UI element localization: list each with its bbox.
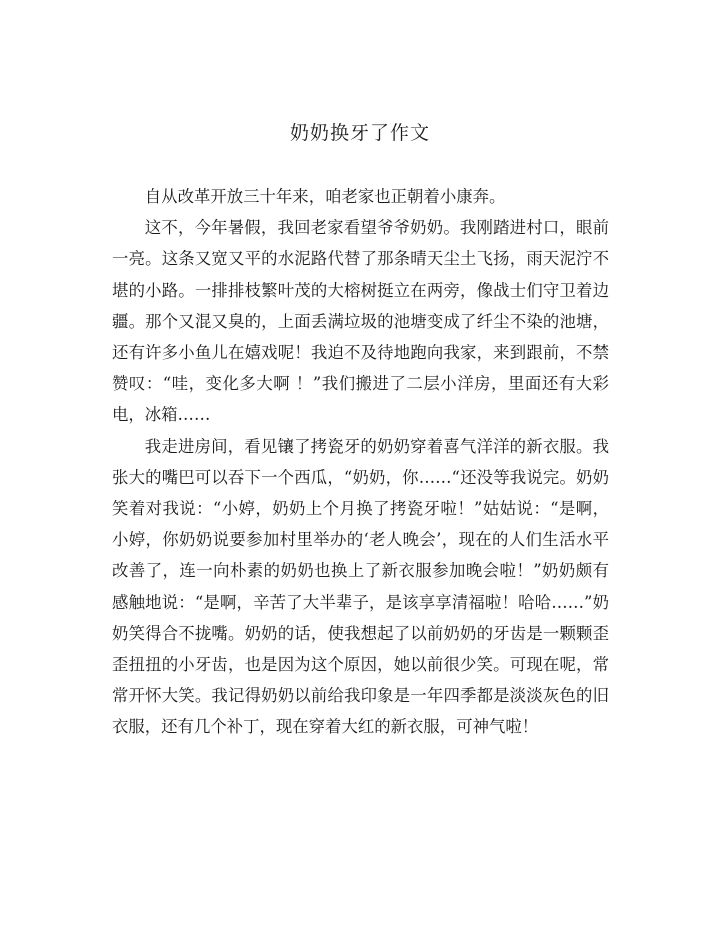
paragraph-intro: 自从改革开放三十年来，咱老家也正朝着小康奔。 <box>144 187 506 206</box>
document-body <box>112 181 609 743</box>
document-title: 奶奶换牙了作文 <box>289 122 430 144</box>
paragraph-village: 这不，今年暑假，我回老家看望爷爷奶奶。我刚踏进村口，眼前一亮。这条又宽又平的水泥路代替了那条晴天尘土飞扬，雨天泥泞不堪的小路。一排排枝繁叶茂的大榕树挺立在两旁，像战士们守卫着边疆。那个又混又臭的，上面丢满垃圾的池塘变成了纤尘不染的池塘，还有许多小鱼儿在嬉戏呢！我迫不及待地跑向我家，来到跟前，不禁赞叹：“哇，变化多大啊 ！”我们搬进了二层小洋房，里面还有大彩电，冰箱…… <box>112 218 609 425</box>
paragraph-grandma: 我走进房间，看见镶了拷瓷牙的奶奶穿着喜气洋洋的新衣服。我张大的嘴巴可以吞下一个西瓜，“奶奶，你……“还没等我说完。奶奶笑着对我说：“小婷，奶奶上个月换了拷瓷牙啦！”姑姑说：“是啊，小婷，你奶奶说要参加村里举办的‘老人晚会’，现在的人们生活水平改善了，连一向朴素的奶奶也换上了新衣服参加晚会啦！”奶奶颇有感触地说：“是啊，辛苦了大半辈子，是该享享清福啦！哈哈……”奶奶笑得合不拢嘴。奶奶的话，使我想起了以前奶奶的牙齿是一颗颗歪歪扭扭的小牙齿，也是因为这个原因，她以前很少笑。可现在呢，常常开怀大笑。我记得奶奶以前给我印象是一年四季都是淡淡灰色的旧衣服，还有几个补丁，现在穿着大红的新衣服，可神气啦！ <box>112 436 609 737</box>
